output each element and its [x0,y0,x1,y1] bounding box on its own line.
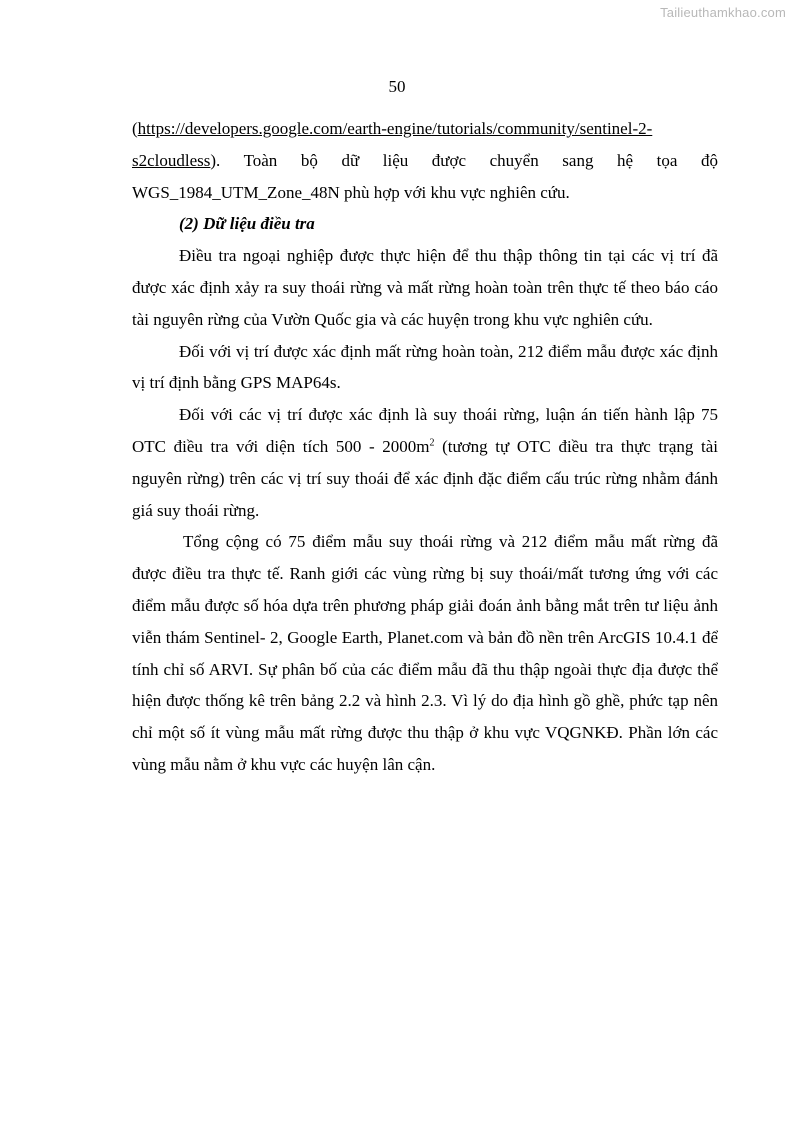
watermark: Tailieuthamkhao.com [660,5,786,20]
paragraph-degradation-plots [132,399,718,526]
source-link[interactable]: https://developers.google.com/earth-engine/tutorials/community/sentinel-2-s2cloudless [132,119,653,170]
paragraph-survey: Điều tra ngoại nghiệp được thực hiện để thu thập thông tin tại các vị trí đã được xác định xảy ra suy thoái rừng và mất rừng hoàn toàn trên thực tế theo báo cáo tài nguyên rừng của Vườn Quốc gia và các huyện trong khu vực nghiên cứu. [132,246,718,329]
page-number: 50 [388,77,406,96]
paragraph-degradation-text-a: Đối với các vị trí được xác định là suy thoái rừng, luận án tiến hành lập 75 OTC điều tra với diện tích 500 - 2000m [132,405,718,456]
paragraph-source [132,113,718,208]
paragraph-degradation-text-b: (tương tự OTC điều tra thực trạng tài nguyên rừng) trên các vị trí suy thoái để xác định đặc điểm cấu trúc rừng nhằm đánh giá suy thoái rừng. [132,436,718,520]
section-heading: (2) Dữ liệu điều tra [179,214,315,234]
paragraph-source-text: ). Toàn bộ dữ liệu được chuyển sang hệ tọa độ WGS_1984_UTM_Zone_48N phù hợp với khu vực nghiên cứu. [132,150,718,202]
open-paren: ( [132,119,138,138]
document-body [132,113,718,781]
paragraph-summary: Tổng cộng có 75 điểm mẫu suy thoái rừng và 212 điểm mẫu mất rừng đã được điều tra thực tế. Ranh giới các vùng rừng bị suy thoái/mất tương ứng với các điểm mẫu được số hóa dựa trên phương pháp giải đoán ảnh bằng mắt trên tư liệu ảnh viễn thám Sentinel- 2, Google Earth, Planet.com và bản đồ nền trên ArcGIS 10.4.1 để tính chỉ số ARVI. Sự phân bố của các điểm mẫu đã thu thập ngoài thực địa được thể hiện được thống kê trên bảng 2.2 và hình 2.3. Vì lý do địa hình gồ ghề, phức tạp nên chỉ một số ít vùng mẫu mất rừng được thu thập ở khu vực VQGNKĐ. Phần lớn các vùng mẫu nằm ở khu vực các huyện lân cận. [132,532,718,774]
paragraph-deforestation-points: Đối với vị trí được xác định mất rừng hoàn toàn, 212 điểm mẫu được xác định vị trí định bằng GPS MAP64s. [132,341,718,393]
superscript-2: 2 [429,437,435,449]
